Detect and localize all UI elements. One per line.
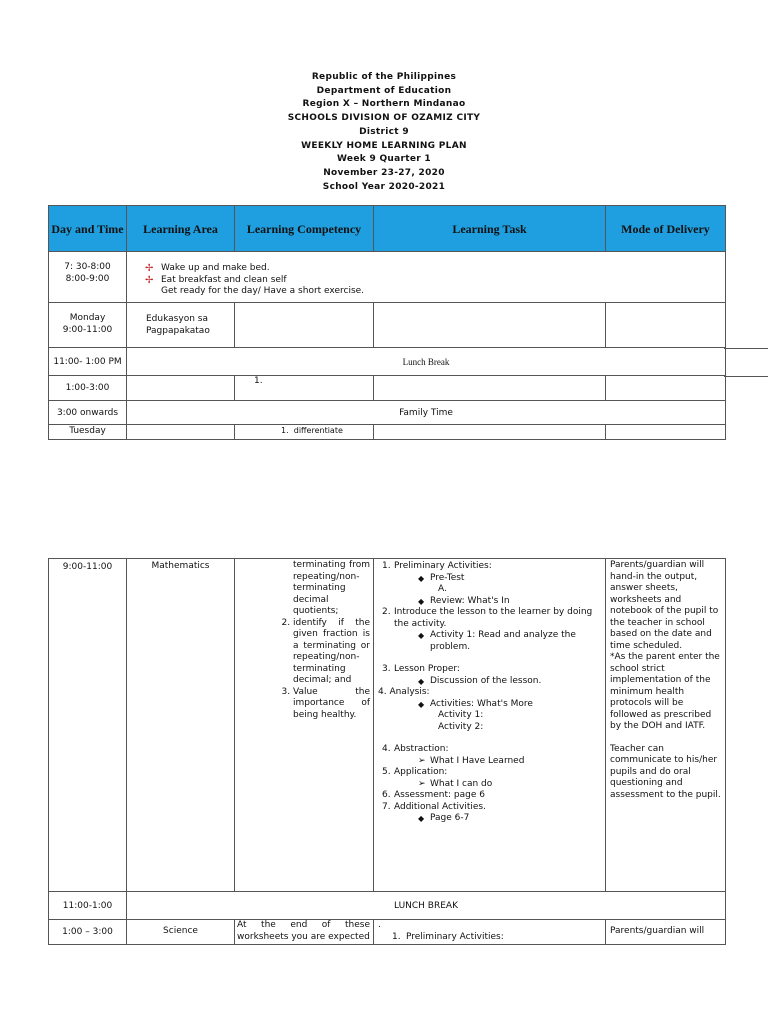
task-cell (374, 376, 606, 401)
list-item: ◆ Review: What's In (418, 595, 510, 606)
afternoon-time-cell: 1:00-3:00 (49, 376, 127, 401)
list-item: ✢ Eat breakfast and clean self (145, 274, 287, 286)
list-item: 6. Assessment: page 6 (382, 790, 485, 800)
routine-time-2: 8:00-9:00 (65, 274, 110, 284)
table-row (49, 376, 726, 401)
list-item: 4. Analysis: (378, 687, 430, 697)
learning-area-cell (127, 425, 235, 440)
time-label: 9:00-11:00 (62, 325, 113, 335)
table-row (49, 348, 726, 376)
routine-time-cell (49, 252, 127, 303)
table-row (49, 252, 726, 303)
monday-time-cell (49, 303, 127, 348)
mode-text: Parents/guardian will hand-in the output, answer sheets, worksheets and notebook of the pupil to the teacher in school based on the date and time scheduled. (610, 560, 719, 651)
header-line: School Year 2020-2021 (322, 181, 446, 192)
arrow-bullet-icon: ✢ (145, 274, 154, 286)
mode-cell: Parents/guardian will (606, 920, 726, 945)
diamond-bullet-icon: ◆ (418, 699, 425, 709)
lunch-break-label: Lunch Break (127, 348, 726, 376)
list-item: A. (438, 584, 447, 594)
diamond-bullet-icon: ◆ (418, 676, 425, 686)
list-item: Get ready for the day/ Have a short exercise. (161, 286, 365, 296)
task-cell (374, 303, 606, 348)
science-time-cell: 1:00 – 3:00 (49, 920, 127, 945)
table-divider (724, 348, 768, 349)
learning-plan-table-top (48, 205, 726, 440)
list-item: ➢ What I can do (418, 778, 493, 789)
header-line: Region X – Northern Mindanao (302, 99, 466, 110)
routine-cell (127, 252, 726, 303)
header-mode-of-delivery: Mode of Delivery (606, 206, 726, 252)
competency-cell: At the end of these worksheets you are expected (235, 920, 374, 945)
header-line: Republic of the Philippines (311, 72, 457, 82)
list-item: ◆ Activities: What's More (418, 698, 533, 709)
competency-cell (235, 303, 374, 348)
diamond-bullet-icon: ◆ (418, 573, 425, 583)
lunch-break-label: LUNCH BREAK (127, 892, 726, 920)
list-item: ◆ Pre-Test (418, 572, 465, 583)
arrowhead-bullet-icon: ➢ (418, 778, 426, 789)
diamond-bullet-icon: ◆ (418, 631, 425, 640)
list-item: 3. Value the importance of being healthy. (293, 687, 373, 722)
mode-text: Teacher can communicate to his/her pupils and do oral questioning and assessment to the pupil. (610, 743, 721, 800)
list-item: 2. identify if the given fraction is a terminating or repeating/non-terminating decimal; and (293, 618, 373, 687)
learning-area-cell: Mathematics (127, 559, 235, 892)
table-row (49, 401, 726, 425)
header-line: SCHOOLS DIVISION OF OZAMIZ CITY (287, 113, 481, 124)
arrow-bullet-icon: ✢ (145, 263, 154, 274)
mode-cell (606, 303, 726, 348)
table-row (49, 559, 726, 892)
competency-list (235, 618, 373, 722)
header-learning-competency: Learning Competency (235, 206, 374, 252)
list-item: Activity 1: (438, 710, 484, 720)
list-item: 5. Application: (382, 767, 448, 777)
list-item: ➢ What I Have Learned (418, 755, 525, 766)
competency-text: terminating from repeating/non-terminating decimal quotients; (293, 560, 370, 616)
list-item: ✢ Wake up and make bed. (145, 263, 270, 274)
learning-area-cell: Science (127, 920, 235, 945)
header-line: WEEKLY HOME LEARNING PLAN (301, 140, 467, 151)
day-label: Monday (69, 313, 106, 323)
competency-cell: 1. (235, 376, 374, 401)
list-item: ◆ Activity 1: Read and analyze the problem. (418, 630, 576, 652)
math-time-cell: 9:00-11:00 (49, 559, 127, 892)
list-item: ◆ Discussion of the lesson. (418, 675, 542, 686)
task-cell (374, 425, 606, 440)
family-time-label: Family Time (127, 401, 726, 425)
learning-area-cell: Edukasyon sa Pagpapakatao (127, 303, 235, 348)
table-row (49, 920, 726, 945)
mode-text: *As the parent enter the school strict implementation of the minimum health protocols will be followed as prescribed by the DOH and IATF. (610, 652, 720, 731)
mode-cell (606, 559, 726, 892)
list-item: 7. Additional Activities. (382, 801, 486, 812)
header-line: Department of Education (316, 85, 452, 96)
task-cell (374, 559, 606, 892)
lunch-time-cell: 11:00-1:00 (49, 892, 127, 920)
learning-plan-table-bottom (48, 558, 726, 945)
list-item: 4. Abstraction: (382, 744, 449, 754)
header-learning-area: Learning Area (127, 206, 235, 252)
document-header (0, 71, 768, 194)
list-item: 2. Introduce the lesson to the learner by doing the activity. (382, 607, 593, 629)
learning-area-cell (127, 376, 235, 401)
competency-cell (235, 559, 374, 892)
table-header-row (49, 206, 726, 252)
list-item: Activity 2: (438, 721, 484, 732)
table-row (49, 425, 726, 440)
arrowhead-bullet-icon: ➢ (418, 755, 426, 766)
mode-cell (606, 425, 726, 440)
header-line: District 9 (359, 126, 409, 137)
table-row (49, 892, 726, 920)
header-learning-task: Learning Task (374, 206, 606, 252)
diamond-bullet-icon: ◆ (418, 814, 425, 823)
lunch-time-cell: 11:00- 1:00 PM (49, 348, 127, 376)
tuesday-day-cell: Tuesday (49, 425, 127, 440)
header-line: November 23-27, 2020 (323, 167, 445, 178)
header-line: Week 9 Quarter 1 (337, 154, 431, 165)
list-item: 3. Lesson Proper: (382, 664, 460, 674)
mode-cell (606, 376, 726, 401)
list-item: 1. Preliminary Activities: (382, 561, 492, 571)
routine-time-1: 7: 30-8:00 (64, 262, 111, 272)
list-item: 1. Preliminary Activities: (392, 931, 504, 942)
table-row (49, 303, 726, 348)
task-cell: . 1. Preliminary Activities: (374, 920, 606, 945)
diamond-bullet-icon: ◆ (418, 596, 425, 606)
table-divider (724, 376, 768, 377)
family-time-cell: 3:00 onwards (49, 401, 127, 425)
competency-cell: 1. differentiate (235, 425, 374, 440)
header-day-time: Day and Time (49, 206, 127, 252)
list-item: ◆ Page 6-7 (418, 813, 470, 823)
